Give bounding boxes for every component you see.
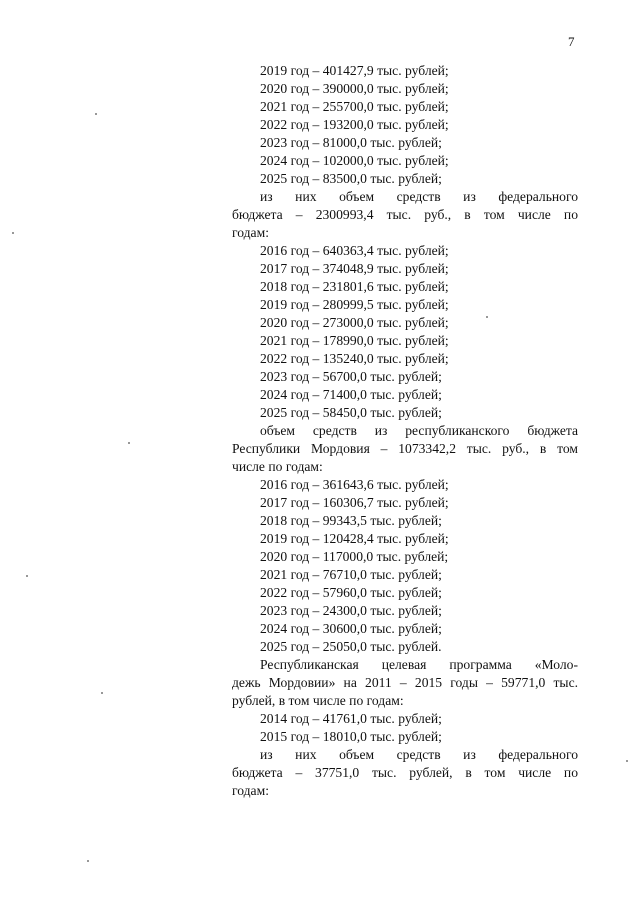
paragraph-line: бюджета – 2300993,4 тыс. руб., в том числе по	[232, 207, 578, 222]
year-line: 2019 год – 120428,4 тыс. рублей;	[260, 531, 449, 546]
scan-speck	[626, 760, 628, 762]
year-line: 2024 год – 102000,0 тыс. рублей;	[260, 153, 449, 168]
paragraph-line: числе по годам:	[232, 459, 323, 474]
scan-speck	[95, 113, 97, 115]
year-line: 2020 год – 390000,0 тыс. рублей;	[260, 81, 449, 96]
paragraph-line: годам:	[232, 783, 269, 798]
year-line: 2023 год – 24300,0 тыс. рублей;	[260, 603, 442, 618]
year-line: 2025 год – 25050,0 тыс. рублей.	[260, 639, 442, 654]
document-body	[232, 62, 578, 800]
paragraph-line: из них объем средств из федерального	[260, 189, 578, 204]
year-line: 2020 год – 273000,0 тыс. рублей;	[260, 315, 449, 330]
year-line: 2016 год – 640363,4 тыс. рублей;	[260, 243, 449, 258]
program-federal-paragraph	[232, 746, 578, 800]
year-line: 2016 год – 361643,6 тыс. рублей;	[260, 477, 449, 492]
year-line: 2017 год – 374048,9 тыс. рублей;	[260, 261, 449, 276]
year-line: 2021 год – 178990,0 тыс. рублей;	[260, 333, 449, 348]
scan-speck	[101, 692, 103, 694]
year-line: 2014 год – 41761,0 тыс. рублей;	[260, 711, 442, 726]
republic-budget-paragraph	[232, 422, 578, 476]
paragraph-line: рублей, в том числе по годам:	[232, 693, 404, 708]
page-number: 7	[568, 34, 575, 49]
year-line: 2017 год – 160306,7 тыс. рублей;	[260, 495, 449, 510]
federal-budget-paragraph	[232, 188, 578, 242]
year-line: 2021 год – 76710,0 тыс. рублей;	[260, 567, 442, 582]
scan-speck	[128, 442, 130, 444]
year-list-program	[232, 710, 578, 746]
year-line: 2022 год – 135240,0 тыс. рублей;	[260, 351, 449, 366]
year-list-republic	[232, 476, 578, 656]
year-line: 2023 год – 56700,0 тыс. рублей;	[260, 369, 442, 384]
year-line: 2019 год – 401427,9 тыс. рублей;	[260, 63, 449, 78]
year-line: 2019 год – 280999,5 тыс. рублей;	[260, 297, 449, 312]
paragraph-line: Республиканская целевая программа «Моло-	[260, 657, 578, 672]
year-line: 2018 год – 231801,6 тыс. рублей;	[260, 279, 449, 294]
scan-speck	[87, 860, 89, 862]
scan-speck	[26, 575, 28, 577]
program-paragraph	[232, 656, 578, 710]
paragraph-line: из них объем средств из федерального	[260, 747, 578, 762]
scan-speck	[12, 232, 14, 234]
year-line: 2021 год – 255700,0 тыс. рублей;	[260, 99, 449, 114]
year-line: 2020 год – 117000,0 тыс. рублей;	[260, 549, 449, 564]
year-line: 2025 год – 83500,0 тыс. рублей;	[260, 171, 442, 186]
year-line: 2023 год – 81000,0 тыс. рублей;	[260, 135, 442, 150]
year-list-total	[232, 62, 578, 188]
year-line: 2022 год – 57960,0 тыс. рублей;	[260, 585, 442, 600]
paragraph-line: Республики Мордовия – 1073342,2 тыс. руб., в том	[232, 441, 578, 456]
year-line: 2018 год – 99343,5 тыс. рублей;	[260, 513, 442, 528]
year-line: 2024 год – 71400,0 тыс. рублей;	[260, 387, 442, 402]
year-list-federal	[232, 242, 578, 422]
year-line: 2024 год – 30600,0 тыс. рублей;	[260, 621, 442, 636]
year-line: 2015 год – 18010,0 тыс. рублей;	[260, 729, 442, 744]
paragraph-line: бюджета – 37751,0 тыс. рублей, в том числе по	[232, 765, 578, 780]
year-line: 2022 год – 193200,0 тыс. рублей;	[260, 117, 449, 132]
paragraph-line: дежь Мордовии» на 2011 – 2015 годы – 59771,0 тыс.	[232, 675, 578, 690]
paragraph-line: объем средств из республиканского бюджета	[260, 423, 578, 438]
paragraph-line: годам:	[232, 225, 269, 240]
year-line: 2025 год – 58450,0 тыс. рублей;	[260, 405, 442, 420]
